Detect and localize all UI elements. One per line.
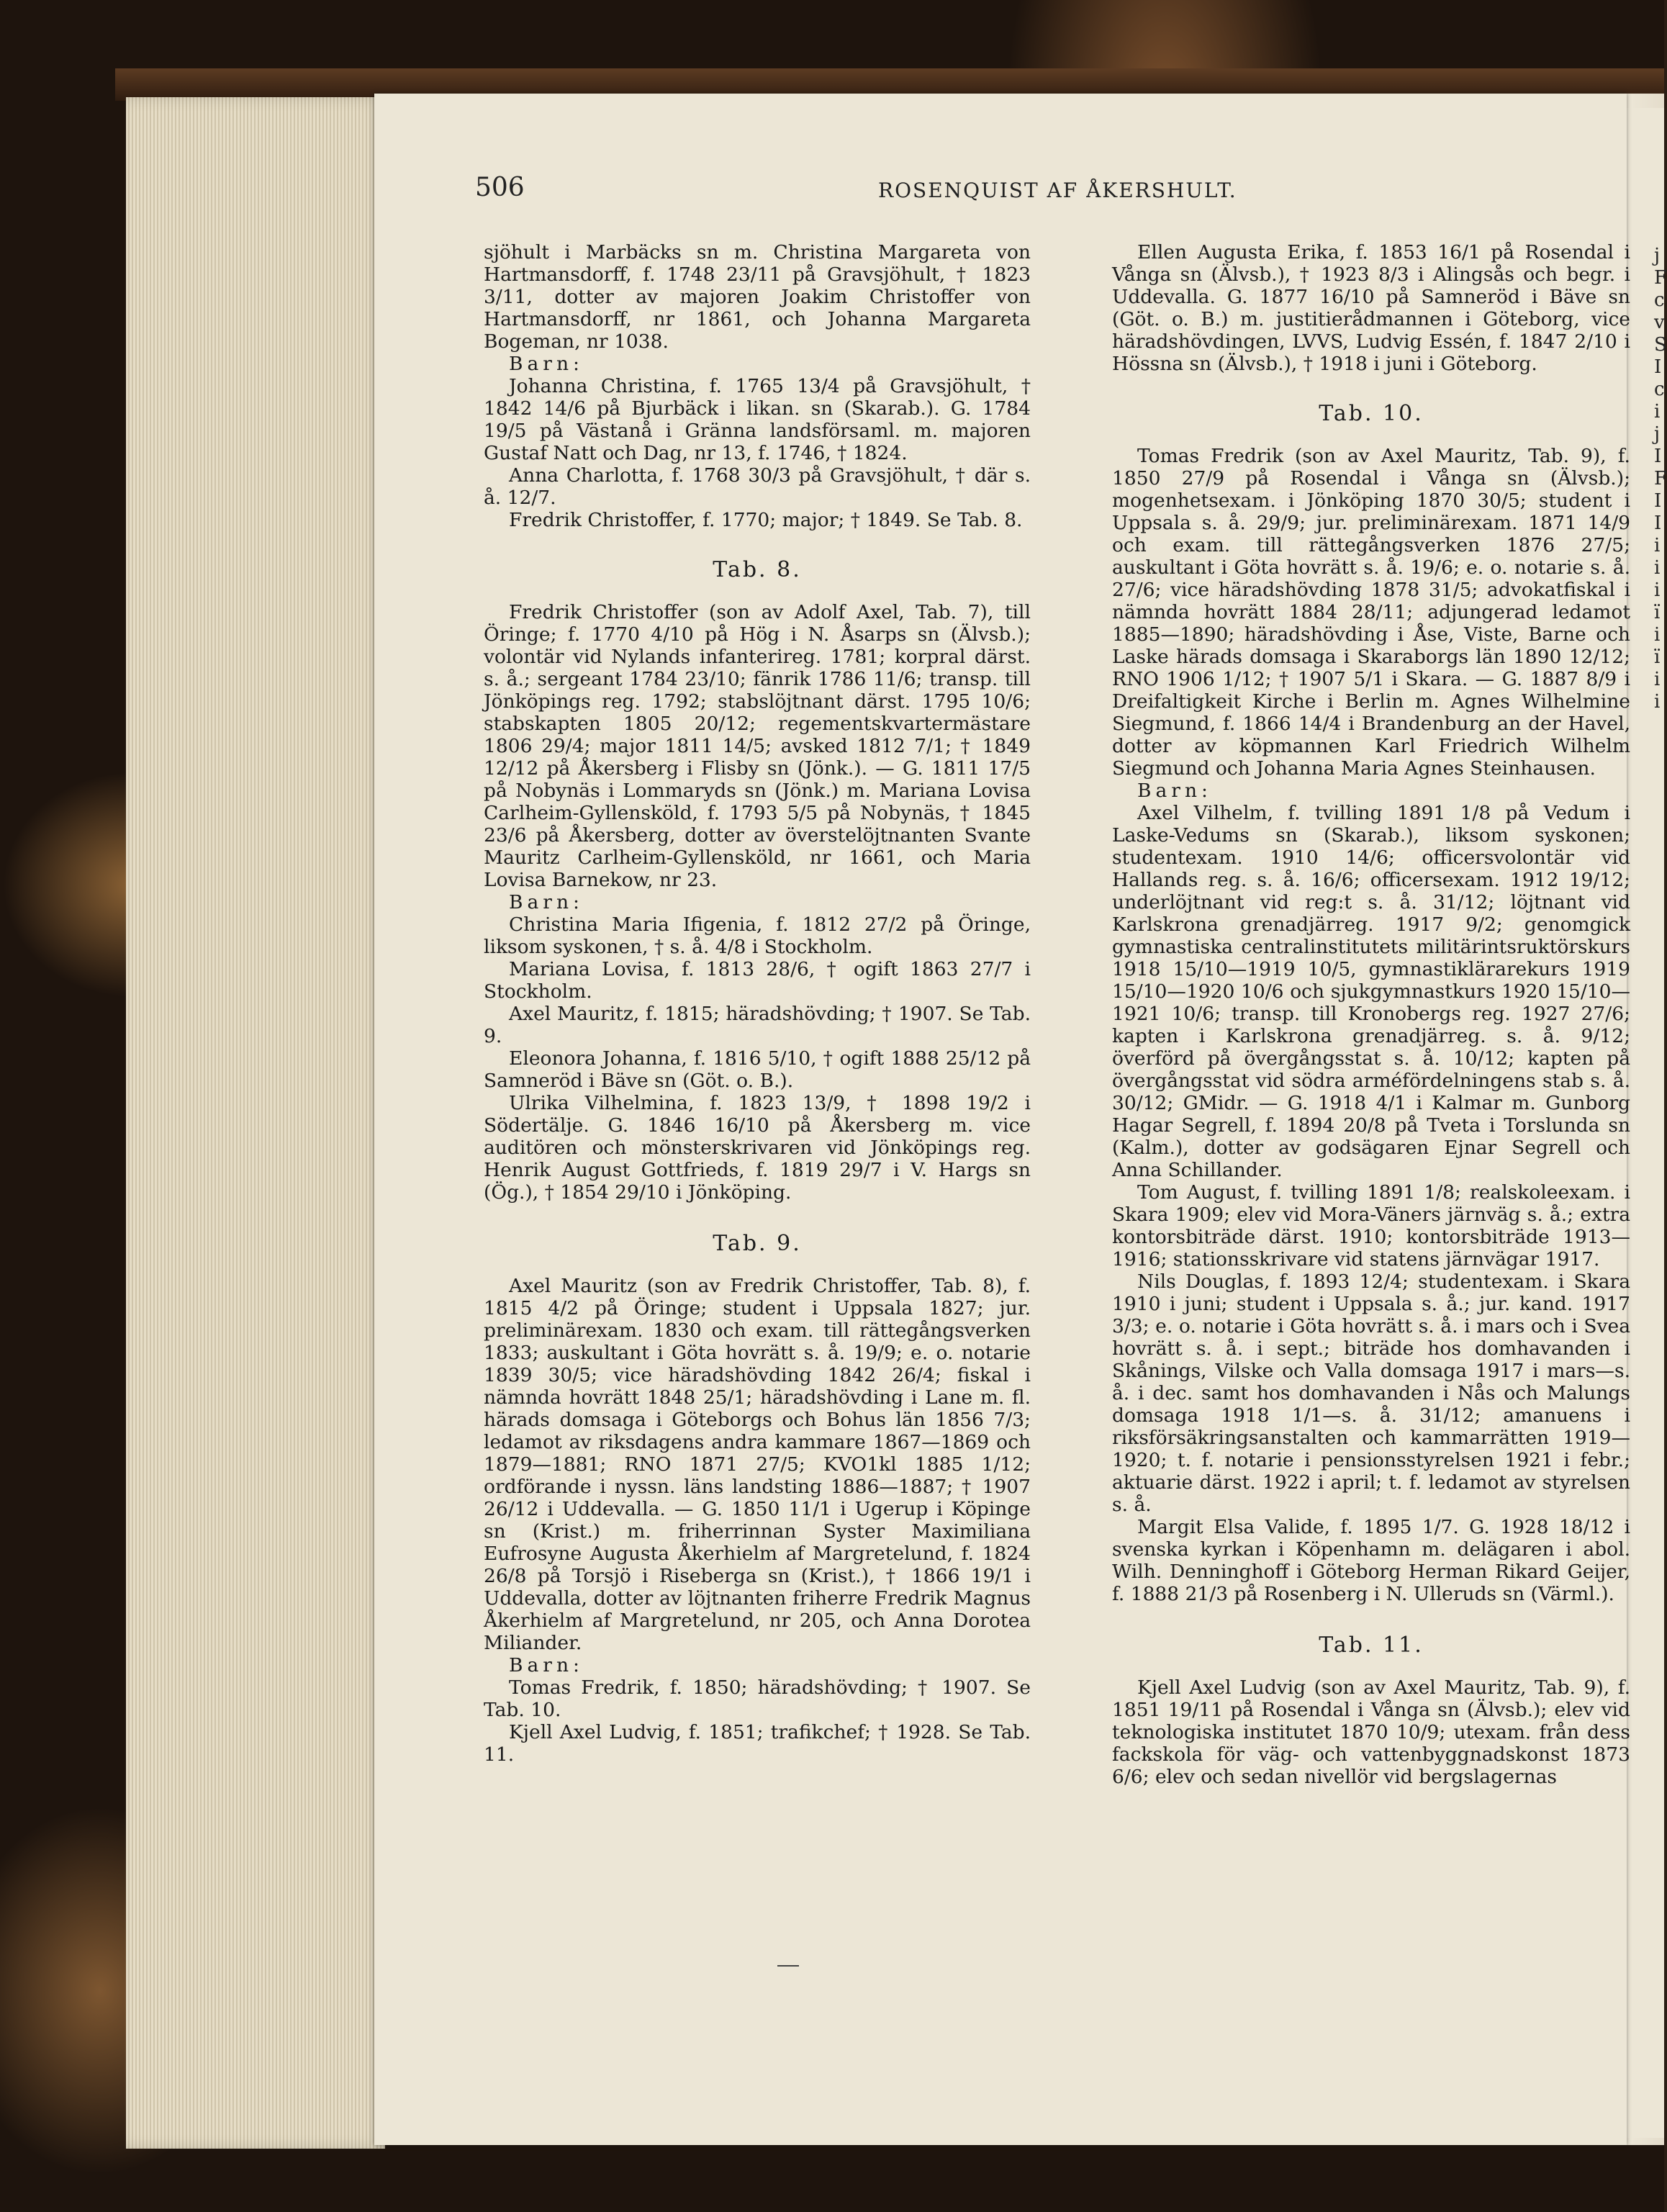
page-number: 506 [475, 173, 525, 202]
paragraph: Ellen Augusta Erika, f. 1853 16/1 på Rosendal i Vånga sn (Älvsb.), † 1923 8/3 i Alingsås och begr. i Uddevalla. G. 1877 16/10 på Samneröd i Bäve sn (Göt. o. B.) m. justitierådmannen i Göteborg, vice häradshövdingen, LVVS, Ludvig Essén, f. 1847 2/10 i Hössna sn (Älvsb.), † 1918 i juni i Göteborg. [1112, 241, 1630, 375]
paragraph: Nils Douglas, f. 1893 12/4; studentexam. i Skara 1910 i juni; student i Uppsala s. å.; jur. kand. 1917 3/3; e. o. notarie i Göta hovrätt s. å. i mars och i Svea hovrätt s. å. i sept.; biträde hos domhavanden i Skånings, Vilske och Valla domsaga 1917 i mars—s. å. i dec. samt hos domhavanden i Nås och Malungs domsaga 1918 1/1—s. å. 31/12; amanuens i riksförsäkringsanstalten och kammarrätten 1919—1920; t. f. notarie i pensionsstyrelsen 1921 i febr.; aktuarie därst. 1922 i april; t. f. ledamot av styrelsen s. å. [1112, 1270, 1630, 1516]
paragraph: Fredrik Christoffer (son av Adolf Axel, Tab. 7), till Öringe; f. 1770 4/10 på Hög i N. Åsarps sn (Älvsb.); volontär vid Nylands infanterireg. 1781; korpral därst. s. å.; sergeant 1784 23/10; fänrik 1786 11/6; transp. till Jönköpings reg. 1792; stabslöjtnant därst. 1795 10/6; stabskapten 1805 20/12; regementskvartermästare 1806 29/4; major 1811 14/5; avsked 1812 7/1; † 1849 12/12 på Åkersberg i Flisby sn (Jönk.). — G. 1811 17/5 på Nobynäs i Lommaryds sn (Jönk.) m. Mariana Lovisa Carlheim-Gyllensköld, f. 1793 5/5 på Nobynäs, † 1845 23/6 på Åkersberg, dotter av överstelöjtnanten Svante Mauritz Carlheim-Gyllensköld, nr 1661, och Maria Lovisa Barnekow, nr 23. [484, 601, 1031, 891]
edge-letter: ï [1654, 602, 1661, 623]
paragraph: Mariana Lovisa, f. 1813 28/6, † ogift 1863 27/7 i Stockholm. [484, 958, 1031, 1003]
paragraph: Ulrika Vilhelmina, f. 1823 13/9, † 1898 19/2 i Södertälje. G. 1846 16/10 på Åkersberg m. vice auditören och mönsterskrivaren vid Jönköpings reg. Henrik August Gottfrieds, f. 1819 29/7 i V. Hargs sn (Ög.), † 1854 29/10 i Jönköping. [484, 1092, 1031, 1204]
paragraph: Axel Vilhelm, f. tvilling 1891 1/8 på Vedum i Laske-Vedums sn (Skarab.), liksom syskonen; studentexam. 1910 14/6; officersvolontär vid Hallands reg. s. å. 16/6; officersexam. 1912 19/12; underlöjtnant vid reg:t s. å. 31/12; löjtnant vid Karlskrona grenadjärreg. 1917 9/2; genomgick gymnastiska centralinstitutets militärintsruktörskurs 1918 15/10—1919 10/5, gymnastiklärarekurs 1919 15/10—1920 10/6 och sjukgymnastkurs 1920 15/10—1921 10/6; transp. till Kronobergs reg. 1927 27/6; kapten i Karlskrona grenadjärreg. s. å. 9/12; överförd på övergångsstat s. å. 10/12; kapten på övergångsstat vid södra arméfördelningens stab s. å. 30/12; GMidr. — G. 1918 4/1 i Kalmar m. Gunborg Hagar Segrell, f. 1894 20/8 på Tveta i Torslunda sn (Kalm.), dotter av godsägaren Ejnar Segrell och Anna Schillander. [1112, 802, 1630, 1181]
tab-heading: Tab. 9. [713, 1231, 802, 1256]
edge-letter: F [1654, 468, 1667, 489]
edge-letter: ï [1654, 646, 1661, 668]
children-heading: Barn: [1137, 780, 1212, 802]
children-heading: Barn: [509, 1654, 584, 1676]
paragraph: Kjell Axel Ludvig, f. 1851; trafikchef; † 1928. Se Tab. 11. [484, 1721, 1031, 1766]
edge-letter: c [1654, 289, 1665, 311]
paragraph: Christina Maria Ifigenia, f. 1812 27/2 på Öringe, liksom syskonen, † s. å. 4/8 i Stockholm. [484, 913, 1031, 958]
running-head: ROSENQUIST AF ÅKERSHULT. [878, 179, 1237, 202]
edge-letter: i [1654, 579, 1661, 601]
paragraph: sjöhult i Marbäcks sn m. Christina Margareta von Hartmansdorff, f. 1748 23/11 på Gravsjöhult, † 1823 3/11, dotter av majoren Joakim Christoffer von Hartmansdorff, nr 1861, och Johanna Margareta Bogeman, nr 1038. [484, 241, 1031, 353]
edge-letter: F [1654, 267, 1667, 289]
tab-heading: Tab. 8. [713, 557, 802, 582]
edge-letter: I [1654, 490, 1662, 512]
edge-letter: I [1654, 513, 1662, 534]
edge-letter: v [1654, 312, 1665, 333]
children-heading: Barn: [509, 891, 584, 913]
edge-letter: i [1654, 535, 1661, 556]
paragraph: Axel Mauritz, f. 1815; häradshövding; † 1907. Se Tab. 9. [484, 1003, 1031, 1047]
tab-heading: Tab. 11. [1319, 1633, 1424, 1658]
paragraph: Eleonora Johanna, f. 1816 5/10, † ogift 1888 25/12 på Samneröd i Bäve sn (Göt. o. B.). [484, 1047, 1031, 1092]
edge-letter: i [1654, 669, 1661, 690]
page-header [475, 173, 1576, 209]
edge-letter: i [1654, 624, 1661, 646]
paragraph: Axel Mauritz (son av Fredrik Christoffer, Tab. 8), f. 1815 4/2 på Öringe; student i Uppsala 1827; jur. preliminärexam. 1830 och exam. till rättegångsverken 1833; auskultant i Göta hovrätt s. å. 19/9; e. o. notarie 1839 30/5; vice häradshövding 1842 26/4; fiskal i nämnda hovrätt 1848 25/1; häradshövding i Lane m. fl. härads domsaga i Göteborgs och Bohus län 1856 7/3; ledamot av riksdagens andra kammare 1867—1869 och 1879—1881; RNO 1871 27/5; KVO1kl 1885 1/12; ordförande i nyssn. läns landsting 1886—1887; † 1907 26/12 i Uddevalla. — G. 1850 11/1 i Ugerup i Köpinge sn (Krist.) m. friherrinnan Syster Maximiliana Eufrosyne Augusta Åkerhielm af Margretelund, f. 1824 26/8 på Torsjö i Riseberga sn (Krist.), † 1866 19/1 i Uddevalla, dotter av löjtnanten friherre Fredrik Magnus Åkerhielm af Margretelund, nr 205, och Anna Dorotea Miliander. [484, 1275, 1031, 1654]
left-text-column [484, 241, 1031, 1766]
edge-letter: S [1654, 334, 1667, 356]
paragraph: Fredrik Christoffer, f. 1770; major; † 1849. Se Tab. 8. [509, 509, 1023, 531]
edge-letter: i [1654, 691, 1661, 713]
paragraph: Margit Elsa Valide, f. 1895 1/7. G. 1928 18/12 i svenska kyrkan i Köpenhamn m. delägaren i abol. Wilh. Denninghoff i Göteborg Herman Rikard Geijer, f. 1888 21/3 på Rosenberg i N. Ulleruds sn (Värml.). [1112, 1516, 1630, 1605]
paragraph: Tom August, f. tvilling 1891 1/8; realskoleexam. i Skara 1909; elev vid Mora-Väners järnväg s. å.; extra kontorsbiträde därst. 1910; kontorsbiträde 1913—1916; stationsskrivare vid statens järnvägar 1917. [1112, 1181, 1630, 1270]
edge-letter: I [1654, 446, 1662, 467]
paragraph: Tomas Fredrik (son av Axel Mauritz, Tab. 9), f. 1850 27/9 på Rosendal i Vånga sn (Älvsb.); mogenhetsexam. i Jönköping 1870 30/5; student i Uppsala s. å. 29/9; jur. preliminärexam. 1871 14/9 och exam. till rättegångsverken 1876 27/5; auskultant i Göta hovrätt s. å. 19/6; e. o. notarie s. å. 27/6; vice häradshövding 1878 31/5; advokatfiskal i nämnda hovrätt 1884 28/11; adjungerad ledamot 1885—1890; häradshövding i Åse, Viste, Barne och Laske härads domsaga i Skaraborgs län 1890 12/12; RNO 1906 1/12; † 1907 5/1 i Skara. — G. 1887 8/9 i Dreifaltigkeit Kirche i Berlin m. Agnes Wilhelmine Siegmund, f. 1866 14/4 i Brandenburg an der Havel, dotter av köpmannen Karl Friedrich Wilhelm Siegmund och Johanna Maria Agnes Steinhausen. [1112, 445, 1630, 780]
page-edges [126, 97, 385, 2149]
paragraph: Tomas Fredrik, f. 1850; häradshövding; † 1907. Se Tab. 10. [484, 1676, 1031, 1721]
edge-letter: i [1654, 401, 1661, 423]
right-text-column [1112, 241, 1630, 1788]
paragraph: Kjell Axel Ludvig (son av Axel Mauritz, Tab. 9), f. 1851 19/11 på Rosendal i Vånga sn (Älvsb.); elev vid teknologiska institutet 1870 10/9; utexam. från dess fackskola för väg- och vattenbyggnadskonst 1873 6/6; elev och sedan nivellör vid bergslagernas [1112, 1676, 1630, 1788]
edge-letter: I [1654, 356, 1662, 378]
next-page-edge-letters [1654, 245, 1667, 713]
edge-letter: i [1654, 557, 1661, 579]
paragraph: Johanna Christina, f. 1765 13/4 på Gravsjöhult, † 1842 14/6 på Bjurbäck i likan. sn (Skarab.). G. 1784 19/5 på Västanå i Gränna landsförsaml. m. majoren Gustaf Natt och Dag, nr 13, f. 1746, † 1824. [484, 375, 1031, 464]
edge-letter: j [1654, 423, 1661, 445]
paragraph: Anna Charlotta, f. 1768 30/3 på Gravsjöhult, † där s. å. 12/7. [484, 464, 1031, 509]
column-end-dash [777, 1965, 799, 1967]
children-heading: Barn: [509, 353, 584, 375]
edge-letter: j [1654, 245, 1661, 266]
tab-heading: Tab. 10. [1319, 401, 1424, 426]
edge-letter: c [1654, 379, 1665, 400]
